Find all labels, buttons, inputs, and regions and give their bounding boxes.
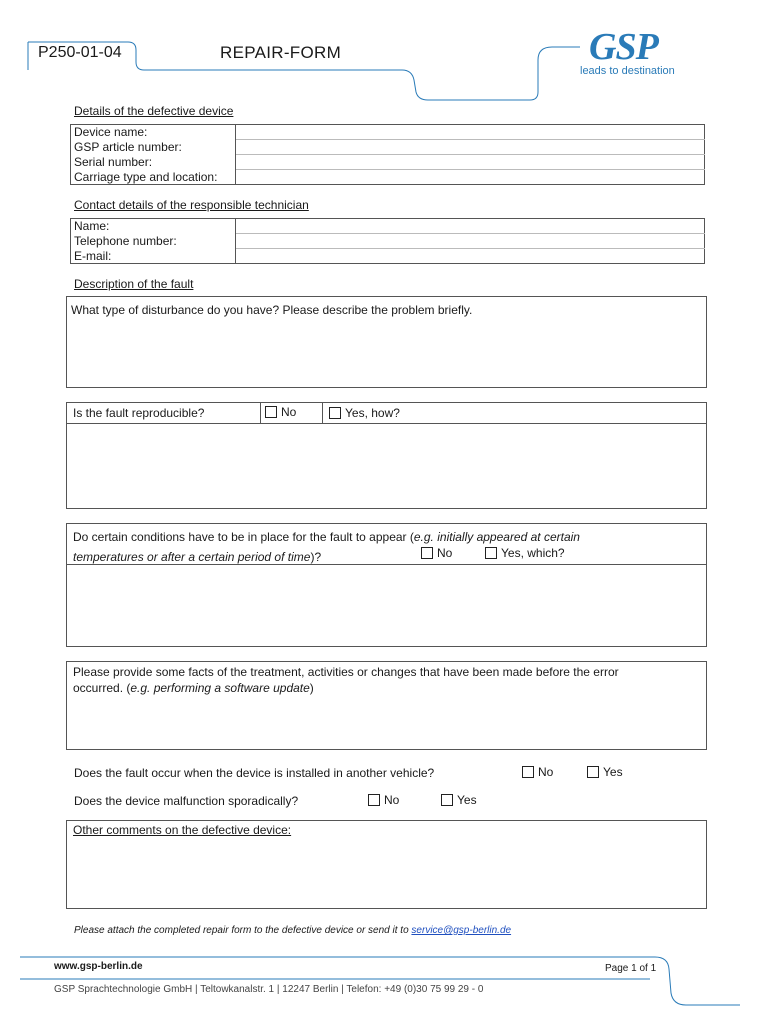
gsp-logo — [575, 28, 705, 88]
table-row — [71, 125, 705, 140]
reproducible-question: Is the fault reproducible? — [73, 406, 205, 420]
conditions-details-area[interactable] — [68, 566, 705, 644]
service-email-link[interactable]: service@gsp-berlin.de — [411, 925, 512, 936]
footer-company-info: GSP Sprachtechnologie GmbH | Teltowkanalstr. 1 | 12247 Berlin | Telefon: +49 (0)30 75 99 29 - 0 — [54, 984, 484, 995]
reproducible-no-option[interactable]: No — [265, 405, 296, 419]
table-row — [71, 155, 705, 170]
checkbox[interactable] — [421, 547, 433, 559]
field-label: E-mail: — [71, 249, 236, 264]
contact-section-title: Contact details of the responsible technician — [74, 198, 309, 212]
footer-page-number: Page 1 of 1 — [605, 963, 657, 974]
field-label: GSP article number: — [71, 140, 236, 155]
checkbox[interactable] — [265, 406, 277, 418]
other-vehicle-no-option[interactable]: No — [522, 765, 553, 779]
other-vehicle-yes-option[interactable]: Yes — [587, 765, 623, 779]
footer-website[interactable]: www.gsp-berlin.de — [54, 961, 143, 972]
reproducible-yes-option[interactable]: Yes, how? — [329, 406, 400, 420]
reproducible-box — [66, 402, 707, 509]
other-comments-box[interactable] — [66, 820, 707, 909]
article-number-field[interactable] — [236, 140, 705, 155]
sporadic-yes-option[interactable]: Yes — [441, 793, 477, 807]
sporadic-question: Does the device malfunction sporadically? — [74, 794, 299, 808]
checkbox[interactable] — [587, 766, 599, 778]
table-row — [71, 140, 705, 155]
facts-question: Please provide some facts of the treatment, activities or changes that have been made before the error occurred. (e.g. performing a software update) — [73, 665, 619, 695]
checkbox[interactable] — [485, 547, 497, 559]
telephone-field[interactable] — [236, 234, 705, 249]
checkbox[interactable] — [441, 794, 453, 806]
technician-name-field[interactable] — [236, 219, 705, 234]
table-row — [71, 249, 705, 264]
conditions-no-option[interactable]: No — [421, 546, 452, 560]
field-label: Carriage type and location: — [71, 170, 236, 185]
table-row — [71, 219, 705, 234]
other-comments-label: Other comments on the defective device: — [73, 823, 292, 837]
disturbance-question: What type of disturbance do you have? Please describe the problem briefly. — [71, 303, 473, 317]
device-section-title: Details of the defective device — [74, 104, 234, 118]
document-code: P250-01-04 — [38, 44, 122, 61]
contact-details-table — [70, 218, 705, 264]
checkbox[interactable] — [522, 766, 534, 778]
facts-box[interactable] — [66, 661, 707, 750]
serial-number-field[interactable] — [236, 155, 705, 170]
field-label: Serial number: — [71, 155, 236, 170]
sporadic-no-option[interactable]: No — [368, 793, 399, 807]
table-row — [71, 170, 705, 185]
field-label: Telephone number: — [71, 234, 236, 249]
other-vehicle-question: Does the fault occur when the device is installed in another vehicle? — [74, 766, 435, 780]
fault-section-title: Description of the fault — [74, 277, 194, 291]
carriage-type-field[interactable] — [236, 170, 705, 185]
conditions-question: Do certain conditions have to be in place for the fault to appear (e.g. initially appeared at certain temperatures or after a certain period of time)? — [73, 530, 580, 564]
logo-tagline: leads to destination — [580, 65, 675, 77]
conditions-yes-option[interactable]: Yes, which? — [485, 546, 565, 560]
device-details-table — [70, 124, 705, 185]
checkbox[interactable] — [368, 794, 380, 806]
disturbance-type-box[interactable] — [66, 296, 707, 388]
reproducible-details-area[interactable] — [68, 425, 705, 507]
field-label: Device name: — [71, 125, 236, 140]
field-label: Name: — [71, 219, 236, 234]
email-field[interactable] — [236, 249, 705, 264]
conditions-box — [66, 523, 707, 647]
table-row — [71, 234, 705, 249]
device-name-field[interactable] — [236, 125, 705, 140]
attach-note: Please attach the completed repair form to the defective device or send it to service@gsp-berlin.de — [74, 925, 512, 936]
logo-text: GSP — [589, 26, 658, 68]
checkbox[interactable] — [329, 407, 341, 419]
form-title: REPAIR-FORM — [220, 43, 342, 62]
